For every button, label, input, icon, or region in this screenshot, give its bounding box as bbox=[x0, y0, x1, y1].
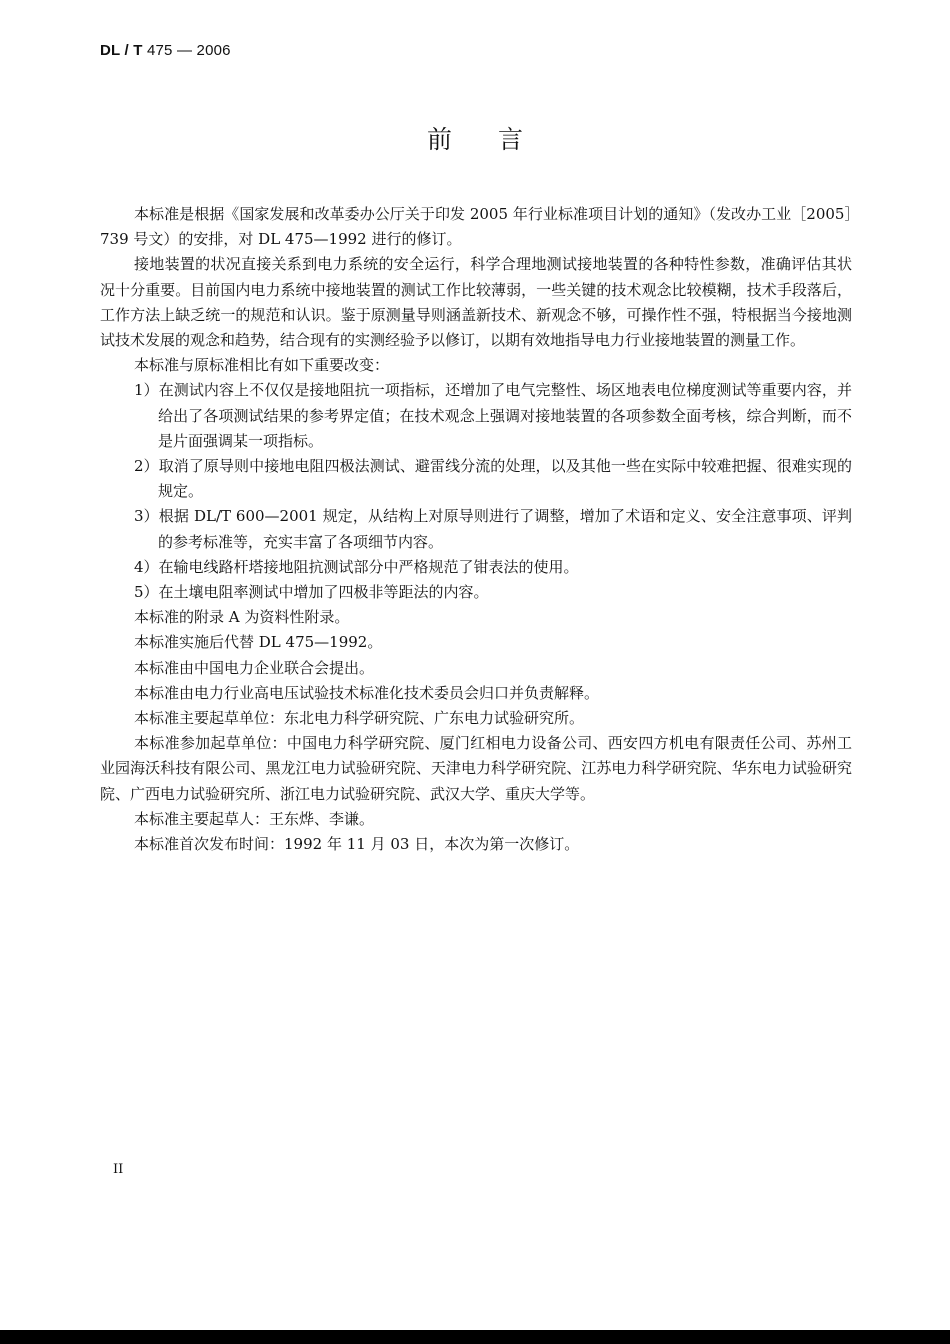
page-title: 前言 bbox=[426, 125, 569, 154]
statement-proposed-by: 本标准由中国电力企业联合会提出。 bbox=[134, 658, 375, 677]
document-code-prefix: DL / T bbox=[100, 42, 143, 59]
statement-administered-by: 本标准由电力行业高电压试验技术标准化技术委员会归口并负责解释。 bbox=[134, 683, 600, 702]
statement-release-history: 本标准首次发布时间：1992 年 11 月 03 日，本次为第一次修订。 bbox=[134, 835, 580, 854]
change-item-2: 2）取消了原导则中接地电阻四极法测试、避雷线分流的处理，以及其他一些在实际中较难把握、很难实现的规定。 bbox=[134, 457, 852, 501]
change-item-3: 3）根据 DL/T 600—2001 规定，从结构上对原导则进行了调整，增加了术语和定义、安全注意事项、评判的参考标准等，充实丰富了各项细节内容。 bbox=[134, 507, 852, 551]
statement-appendix: 本标准的附录 A 为资料性附录。 bbox=[134, 608, 350, 627]
bottom-border-bar bbox=[0, 1330, 950, 1344]
change-item-1: 1）在测试内容上不仅仅是接地阻抗一项指标，还增加了电气完整性、场区地表电位梯度测试等重要内容，并给出了各项测试结果的参考界定值；在技术观念上强调对接地装置的各项参数全面考核，综合判断，而不是片面强调某一项指标。 bbox=[134, 381, 852, 450]
change-item-4: 4）在输电线路杆塔接地阻抗测试部分中严格规范了钳表法的使用。 bbox=[134, 557, 579, 576]
paragraph-basis: 本标准是根据《国家发展和改革委办公厅关于印发 2005 年行业标准项目计划的通知》（发改办工业［2005］739 号文）的安排，对 DL 475—1992 进行的修订。 bbox=[100, 205, 852, 249]
paragraph-changes-intro: 本标准与原标准相比有如下重要改变： bbox=[134, 356, 390, 375]
statement-main-drafting-units: 本标准主要起草单位：东北电力科学研究院、广东电力试验研究所。 bbox=[134, 709, 585, 728]
document-code bbox=[100, 42, 231, 59]
foreword-body bbox=[100, 202, 852, 857]
paragraph-background: 接地装置的状况直接关系到电力系统的安全运行，科学合理地测试接地装置的各种特性参数，准确评估其状况十分重要。目前国内电力系统中接地装置的测试工作比较薄弱，一些关键的技术观念比较模糊，技术手段落后，工作方法上缺乏统一的规范和认识。鉴于原测量导则涵盖新技术、新观念不够，可操作性不强，特根据当今接地测试技术发展的观念和趋势，结合现有的实测经验予以修订，以期有效地指导电力行业接地装置的测量工作。 bbox=[100, 255, 852, 350]
change-item-5: 5）在土壤电阻率测试中增加了四极非等距法的内容。 bbox=[134, 583, 489, 602]
document-code-number: 475 — 2006 bbox=[146, 42, 231, 59]
statement-main-drafters: 本标准主要起草人：王东烨、李谦。 bbox=[134, 809, 375, 828]
statement-replaces: 本标准实施后代替 DL 475—1992。 bbox=[134, 633, 383, 652]
statement-participating-units: 本标准参加起草单位：中国电力科学研究院、厦门红相电力设备公司、西安四方机电有限责任公司、苏州工业园海沃科技有限公司、黑龙江电力试验研究院、天津电力科学研究院、江苏电力科学研究院、华东电力试验研究院、广西电力试验研究所、浙江电力试验研究院、武汉大学、重庆大学等。 bbox=[100, 734, 852, 803]
page-number: II bbox=[113, 1162, 124, 1177]
